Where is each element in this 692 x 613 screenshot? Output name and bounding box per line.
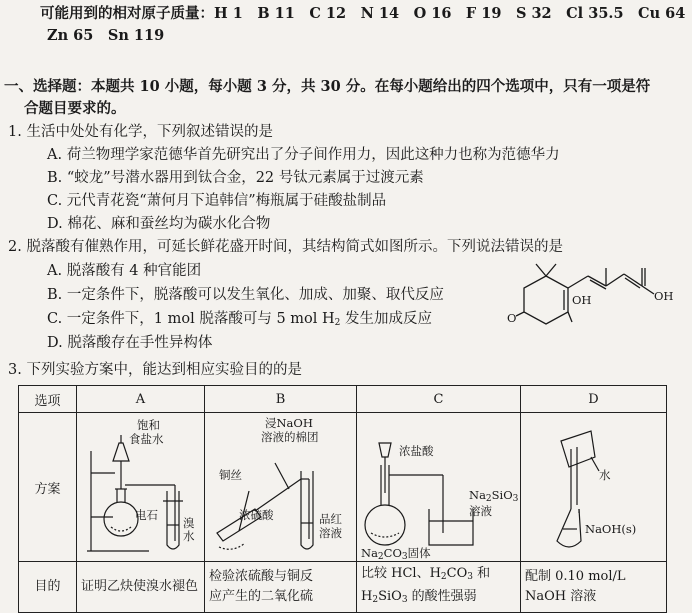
- apparatus-c: [357, 413, 521, 562]
- q2-option-a: A. 脱落酸有 4 种官能团: [47, 263, 202, 279]
- label-solution: 溶液: [469, 504, 492, 518]
- apparatus-a: [77, 413, 205, 562]
- label-water: 水: [599, 468, 611, 482]
- section-title-line1: 一、选择题：本题共 10 小题，每小题 3 分，共 30 分。在每小题给出的四个选项中，只有一项是符: [4, 78, 651, 95]
- header-b: B: [205, 386, 357, 413]
- experiment-table: [18, 385, 667, 613]
- q1-option-c: C. 元代青花瓷“萧何月下追韩信”梅瓶属于硅酸盐制品: [47, 193, 387, 209]
- struct-cooh-label: OH: [654, 289, 674, 303]
- atomic-masses-line1: 可能用到的相对原子质量：H 1 B 11 C 12 N 14 O 16 F 19 S 32 Cl 35.5 Cu 64: [40, 5, 686, 22]
- header-option: 选项: [19, 386, 77, 413]
- purpose-b: 检验浓硫酸与铜反 应产生的二氧化硫: [205, 562, 357, 613]
- label-sodium-silicate: $Na_2SiO_3$: [469, 488, 519, 504]
- struct-ketone-label: O: [507, 311, 517, 325]
- q1-option-d: D. 棉花、麻和蚕丝均为碳水化合物: [47, 216, 271, 232]
- label-naoh-solid: NaOH(s): [585, 522, 637, 536]
- q1-option-a: A. 荷兰物理学家范德华首先研究出了分子间作用力，因此这种力也称为范德华力: [47, 147, 560, 163]
- label-naoh-cotton-1: 浸NaOH: [265, 416, 313, 430]
- label-magenta-1: 品红: [319, 512, 342, 526]
- label-bromine-water: 溴水: [183, 516, 195, 543]
- purpose-c: 比较 HCl、$H_2CO_3$ 和 $H_2SiO_3$ 的酸性强弱: [357, 562, 521, 613]
- label-saturated: 饱和: [137, 418, 160, 432]
- label-sodium-carbonate: $Na_2CO_3$固体: [361, 546, 431, 562]
- q2-stem: 2. 脱落酸有催熟作用，可延长鲜花盛开时间，其结构简式如图所示。下列说法错误的是: [8, 239, 563, 255]
- header-a: A: [77, 386, 205, 413]
- q3-stem: 3. 下列实验方案中，能达到相应实验目的的是: [8, 362, 302, 378]
- label-conc-hcl: 浓盐酸: [399, 444, 434, 458]
- q2-option-b: B. 一定条件下，脱落酸可以发生氧化、加成、加聚、取代反应: [47, 287, 444, 303]
- apparatus-b: [205, 413, 357, 562]
- label-naoh-cotton-2: 溶液的棉团: [261, 430, 319, 444]
- q1-option-b: B. “蛟龙”号潜水器用到钛合金，22 号钛元素属于过渡元素: [47, 170, 424, 186]
- q1-stem: 1. 生活中处处有化学，下列叙述错误的是: [8, 124, 273, 140]
- label-magenta-2: 溶液: [319, 526, 342, 540]
- q2-option-d: D. 脱落酸存在手性异构体: [47, 335, 213, 351]
- q2-option-c: C. 一定条件下，1 mol 脱落酸可与 5 mol $H_2$ 发生加成反应: [47, 311, 433, 328]
- purpose-d: 配制 0.10 mol/L NaOH 溶液: [521, 562, 667, 613]
- abscisic-acid-structure: [506, 250, 682, 338]
- atomic-masses-line2: Zn 65 Sn 119: [47, 27, 165, 44]
- row-scheme-label: 方案: [19, 413, 77, 562]
- label-brine: 食盐水: [129, 432, 164, 446]
- label-conc-sulfuric: 浓硫酸: [239, 508, 274, 522]
- row-purpose-label: 目的: [19, 562, 77, 613]
- header-d: D: [521, 386, 667, 413]
- header-c: C: [357, 386, 521, 413]
- struct-oh-label: OH: [572, 293, 592, 307]
- section-title-line2: 合题目要求的。: [24, 100, 126, 117]
- purpose-a: 证明乙炔使溴水褪色: [77, 562, 205, 613]
- label-calcium-carbide: 电石: [135, 508, 158, 522]
- label-copper-wire: 铜丝: [219, 468, 242, 482]
- apparatus-d: [521, 413, 667, 562]
